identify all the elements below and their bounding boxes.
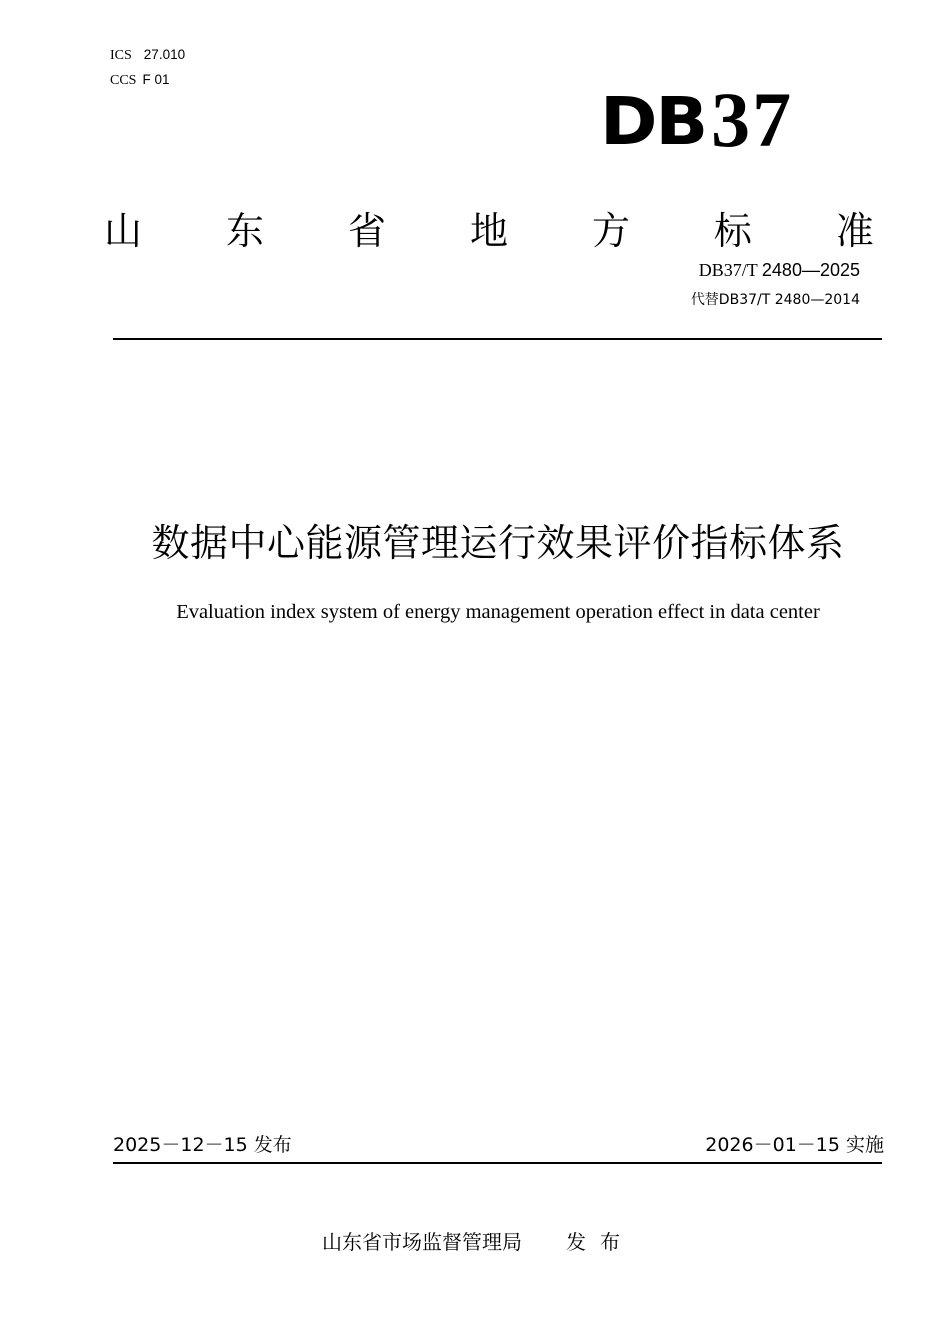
- ccs-label: CCS: [110, 73, 137, 88]
- ccs-classification: [110, 72, 169, 89]
- ics-label: ICS: [110, 48, 132, 63]
- standard-number-prefix: DB37/T: [698, 260, 762, 280]
- standard-type-char: 地: [469, 209, 508, 253]
- issuer-name: 山东省市场监督管理局: [322, 1230, 522, 1254]
- standard-type-char: 方: [591, 209, 630, 253]
- top-divider: [113, 338, 882, 340]
- publish-date: 2025－12－15 发布: [113, 1134, 292, 1156]
- logo-number: 37: [711, 76, 794, 163]
- standard-number-digits: 2480—2025: [761, 260, 860, 280]
- standard-type-char: 标: [713, 209, 752, 253]
- db37-logo: [600, 76, 794, 163]
- replaces-standard: 代替DB37/T 2480—2014: [690, 292, 860, 308]
- ics-classification: [110, 47, 185, 64]
- bottom-divider: [113, 1162, 882, 1164]
- standard-type-char: 东: [225, 209, 264, 253]
- ics-code: 27.010: [143, 47, 186, 62]
- issuer-action: 发布: [566, 1230, 634, 1254]
- implementation-date: 2026－01－15 实施: [705, 1134, 884, 1156]
- standard-type-heading: [104, 208, 874, 254]
- standard-number: [699, 259, 860, 281]
- issuing-authority: [322, 1228, 634, 1256]
- document-title-english: Evaluation index system of energy management operation effect in data center: [176, 601, 820, 623]
- logo-letters: DB: [600, 83, 707, 160]
- standard-type-char: 省: [347, 209, 386, 253]
- standard-type-char: 山: [104, 209, 143, 253]
- standard-type-char: 准: [835, 209, 874, 253]
- document-title-chinese: 数据中心能源管理运行效果评价指标体系: [151, 521, 845, 565]
- ccs-code: F 01: [142, 72, 170, 87]
